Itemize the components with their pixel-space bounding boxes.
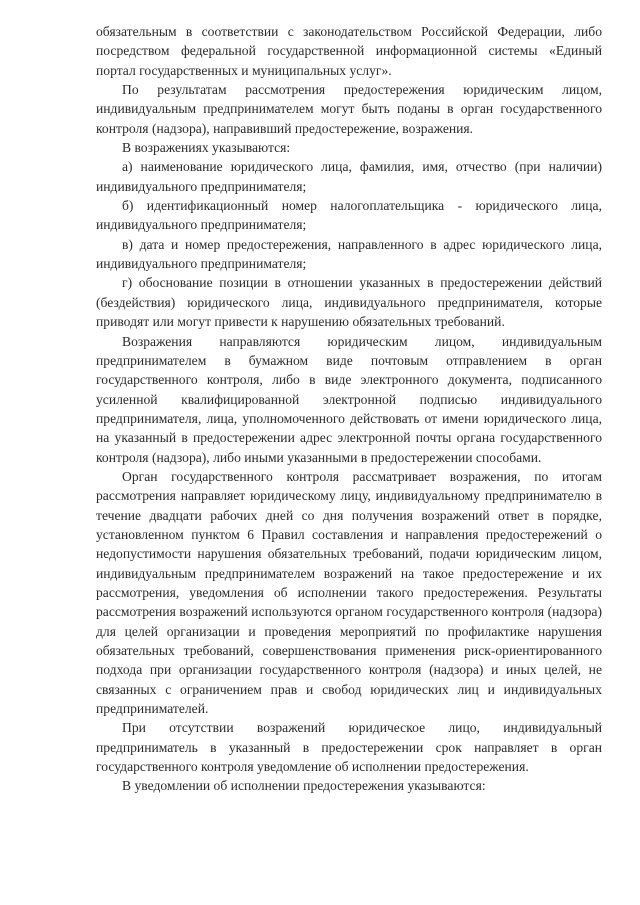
paragraph-notification-contents-intro: В уведомлении об исполнении предостережения указываются:	[122, 778, 486, 794]
paragraph-objections-submission: По результатам рассмотрения предостережения юридическим лицом, индивидуальным предпринимателем могут быть поданы в орган государственного контроля (надзора), направивший предостережение, возражения.	[96, 82, 602, 136]
paragraph-no-objections: При отсутствии возражений юридическое лицо, индивидуальный предприниматель в указанный в предостережении срок направляет в орган государственного контроля уведомление об исполнении предостережения.	[96, 720, 602, 775]
list-item-g: г) обоснование позиции в отношении указанных в предостережении действий (бездействия) юридического лица, индивидуального предпринимателя, которые приводят или могут привести к нарушению обязательных требований.	[96, 275, 602, 330]
list-item-v: в) дата и номер предостережения, направленного в адрес юридического лица, индивидуального предпринимателя;	[96, 236, 602, 272]
list-item-b: б) идентификационный номер налогоплательщика - юридического лица, индивидуального предпринимателя;	[96, 198, 602, 233]
list-item-a: а) наименование юридического лица, фамилия, имя, отчество (при наличии) индивидуального предпринимателя;	[96, 159, 602, 194]
paragraph-continuation: обязательным в соответствии с законодательством Российской Федерации, либо посредством федеральной государственной информационной системы «Единый портал государственных и муниципальных услуг».	[96, 24, 602, 78]
document-page	[96, 22, 602, 796]
paragraph-objections-contents-intro: В возражениях указываются:	[122, 140, 291, 156]
paragraph-objections-review: Орган государственного контроля рассматривает возражения, по итогам рассмотрения направляет юридическому лицу, индивидуальному предпринимателю в течение двадцати рабочих дней со дня получения возражений ответ в порядке, установленном пунктом 6 Правил составления и направления предостережений о недопустимости нарушения обязательных требований, подачи юридическим лицом, индивидуальным предпринимателем возражений на такое предостережение и их рассмотрения, уведомления об исполнении такого предостережения. Результаты рассмотрения возражений используются органом государственного контроля (надзора) для целей организации и проведения мероприятий по профилактике нарушения обязательных требований, совершенствования применения риск-ориентированного подхода при организации государственного контроля (надзора) и иных целей, не связанных с ограничением прав и свобод юридических лиц и индивидуальных предпринимателей.	[96, 468, 602, 717]
paragraph-objections-delivery: Возражения направляются юридическим лицом, индивидуальным предпринимателем в бумажном виде почтовым отправлением в орган государственного контроля, либо в виде электронного документа, подписанного усиленной квалифицированной электронной подписью индивидуального предпринимателя, лица, уполномоченного действовать от имени юридического лица, на указанный в предостережении адрес электронной почты органа государственного контроля (надзора), либо иными указанными в предостережении способами.	[96, 333, 602, 465]
